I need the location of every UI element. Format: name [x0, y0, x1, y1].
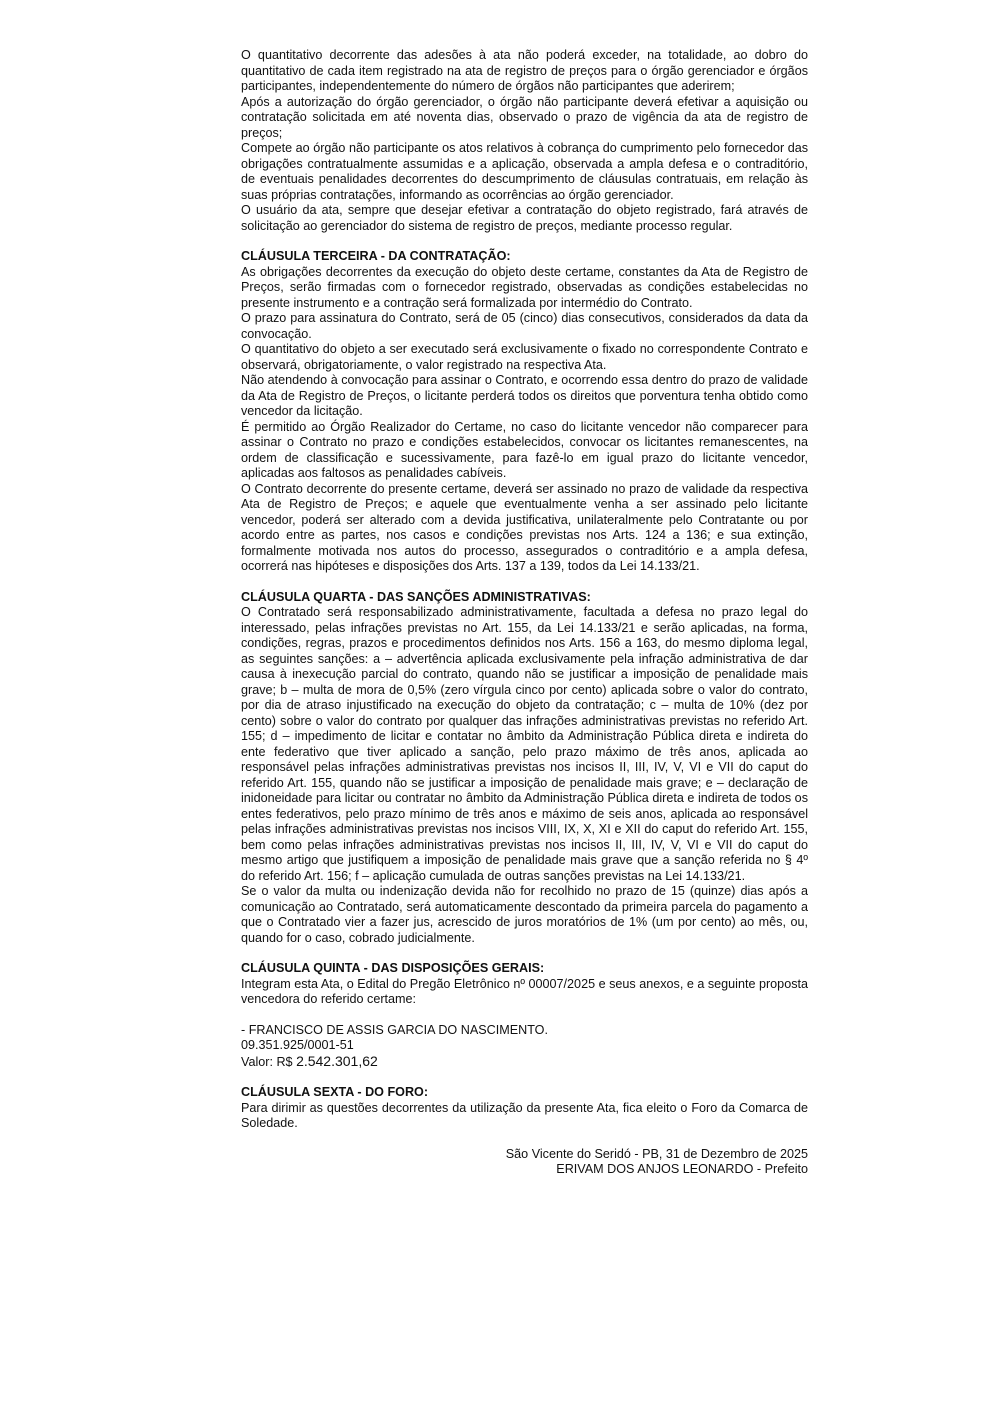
intro-paragraph-2: Após a autorização do órgão gerenciador, o órgão não participante deverá efetivar a aquisição ou contratação solicitada em até noventa dias, observado o prazo de vigência da ata de registro de preços;: [241, 94, 808, 140]
clausula-terceira-paragraph-3: O quantitativo do objeto a ser executado será exclusivamente o fixado no correspondente Contrato e observará, obrigatoriamente, o valor registrado na respectiva Ata.: [241, 342, 808, 372]
clausula-quarta-paragraph-1: O Contratado será responsabilizado administrativamente, facultada a defesa no prazo legal do interessado, pelas infrações previstas no Art. 155, da Lei 14.133/21 e serão aplicadas, na forma, condições, regras, prazos e procedimentos definidos nos Arts. 156 a 163, do mesmo diploma legal, as seguintes sanções: a – advertência aplicada exclusivamente pela infração administrativa de dar causa à inexecução parcial do contrato, quando não se justificar a imposição de penalidade mais grave; b – multa de mora de 0,5% (zero vírgula cinco por cento) aplicada sobre o valor do contrato, por dia de atraso injustificado na execução do objeto da contratação; c – multa de 10% (dez por cento) sobre o valor do contrato por qualquer das infrações administrativas previstas no referido Art. 155; d – impedimento de licitar e contatar no âmbito da Administração Pública direta e indireta do ente federativo que tiver aplicado a sanção, pelo prazo máximo de três anos, aplicada ao responsável pelas infrações administrativas previstas nos incisos II, III, IV, V, VI e VII do caput do referido Art. 155, quando não se justificar a imposição de penalidade mais grave; e – declaração de inidoneidade para licitar ou contratar no âmbito da Administração Pública direta e indireta de todos os entes federativos, pelo prazo mínimo de três anos e máximo de seis anos, aplicada ao responsável pelas infrações administrativas previstas nos incisos VIII, IX, X, XI e XII do caput do referido Art. 155, bem como pelas infrações administrativas previstas nos incisos II, III, IV, V, VI e VII do caput do mesmo artigo que justifiquem a imposição de penalidade mais grave que a sanção referida no § 4º do referido Art. 156; f – aplicação cumulada de outras sanções previstas na Lei 14.133/21.: [241, 605, 808, 883]
clausula-terceira-paragraph-6: O Contrato decorrente do presente certame, deverá ser assinado no prazo de validade da respectiva Ata de Registro de Preços; e aquele que eventualmente venha a ser assinado pelo licitante vencedor, poderá ser alterado com a devida justificativa, unilateralmente pelo Contratante ou por acordo entre as partes, nos casos e condições previstas nos Arts. 124 a 136; e sua extinção, formalmente motivada nos autos do processo, assegurados o contraditório e a ampla defesa, ocorrerá nas hipóteses e disposições dos Arts. 137 a 139, todos da Lei 14.133/21.: [241, 481, 808, 573]
clausula-terceira-paragraph-4: Não atendendo à convocação para assinar o Contrato, e ocorrendo essa dentro do prazo de validade da Ata de Registro de Preços, o licitante perderá todos os direitos que porventura tenha obtido como vencedor da licitação.: [241, 373, 808, 418]
vendor-value: [241, 1054, 808, 1071]
clausula-quinta-title: CLÁUSULA QUINTA - DAS DISPOSIÇÕES GERAIS:: [241, 961, 545, 975]
signature-place-date: São Vicente do Seridó - PB, 31 de Dezembro de 2025: [505, 1146, 808, 1161]
signature-signer: ERIVAM DOS ANJOS LEONARDO - Prefeito: [556, 1162, 808, 1176]
clausula-terceira-paragraph-2: O prazo para assinatura do Contrato, será de 05 (cinco) dias consecutivos, considerados da data da convocação.: [241, 311, 808, 341]
intro-paragraph-3: Compete ao órgão não participante os atos relativos à cobrança do cumprimento pelo fornecedor das obrigações contratualmente assumidas e a aplicação, observada a ampla defesa e o contraditório, de eventuais penalidades decorrentes do descumprimento de cláusulas contratuais, em relação às suas próprias contratações, informando as ocorrências ao órgão gerenciador.: [241, 141, 808, 202]
clausula-terceira-paragraph-5: É permitido ao Órgão Realizador do Certame, no caso do licitante vencedor não comparecer para assinar o Contrato no prazo e condições estabelecidos, convocar os licitantes remanescentes, na ordem de classificação e sucessivamente, para fazê-lo em igual prazo do licitante vencedor, aplicadas aos faltosos as penalidades cabíveis.: [241, 419, 808, 480]
vendor-value-label: Valor: R$: [241, 1054, 293, 1069]
clausula-quinta-paragraph-1: Integram esta Ata, o Edital do Pregão Eletrônico nº 00007/2025 e seus anexos, e a seguinte proposta vencedora do referido certame:: [241, 976, 808, 1006]
clausula-quarta-title: CLÁUSULA QUARTA - DAS SANÇÕES ADMINISTRATIVAS:: [241, 589, 591, 604]
clausula-quarta-paragraph-2: Se o valor da multa ou indenização devida não for recolhido no prazo de 15 (quinze) dias após a comunicação ao Contratado, será automaticamente descontado da primeira parcela do pagamento a que o Contratado vier a fazer jus, acrescido de juros moratórios de 1% (um por cento) ao mês, ou, quando for o caso, cobrado judicialmente.: [241, 884, 808, 945]
vendor-block: [241, 1023, 808, 1071]
signature-block: [241, 1147, 808, 1178]
clausula-terceira-paragraph-1: As obrigações decorrentes da execução do objeto deste certame, constantes da Ata de Registro de Preços, serão firmadas com o fornecedor registrado, observadas as condições estabelecidas no presente instrumento e a contração será formalizada por intermédio do Contrato.: [241, 264, 808, 310]
vendor-cnpj: 09.351.925/0001-51: [241, 1038, 354, 1052]
intro-paragraph-1: O quantitativo decorrente das adesões à ata não poderá exceder, na totalidade, ao dobro do quantitativo de cada item registrado na ata de registro de preços para o órgão gerenciador e órgãos participantes, independentemente do número de órgãos não participantes que aderirem;: [241, 48, 808, 93]
clausula-sexta-paragraph-1: Para dirimir as questões decorrentes da utilização da presente Ata, fica eleito o Foro da Comarca de Soledade.: [241, 1100, 808, 1130]
clausula-sexta-title: CLÁUSULA SEXTA - DO FORO:: [241, 1085, 429, 1099]
vendor-name: - FRANCISCO DE ASSIS GARCIA DO NASCIMENTO.: [241, 1022, 548, 1037]
clausula-terceira-title: CLÁUSULA TERCEIRA - DA CONTRATAÇÃO:: [241, 249, 511, 263]
document-page: [241, 48, 808, 1178]
vendor-value-amount: 2.542.301,62: [296, 1052, 378, 1069]
intro-paragraph-4: O usuário da ata, sempre que desejar efetivar a contratação do objeto registrado, fará através de solicitação ao gerenciador do sistema de registro de preços, mediante processo regular.: [241, 203, 808, 233]
